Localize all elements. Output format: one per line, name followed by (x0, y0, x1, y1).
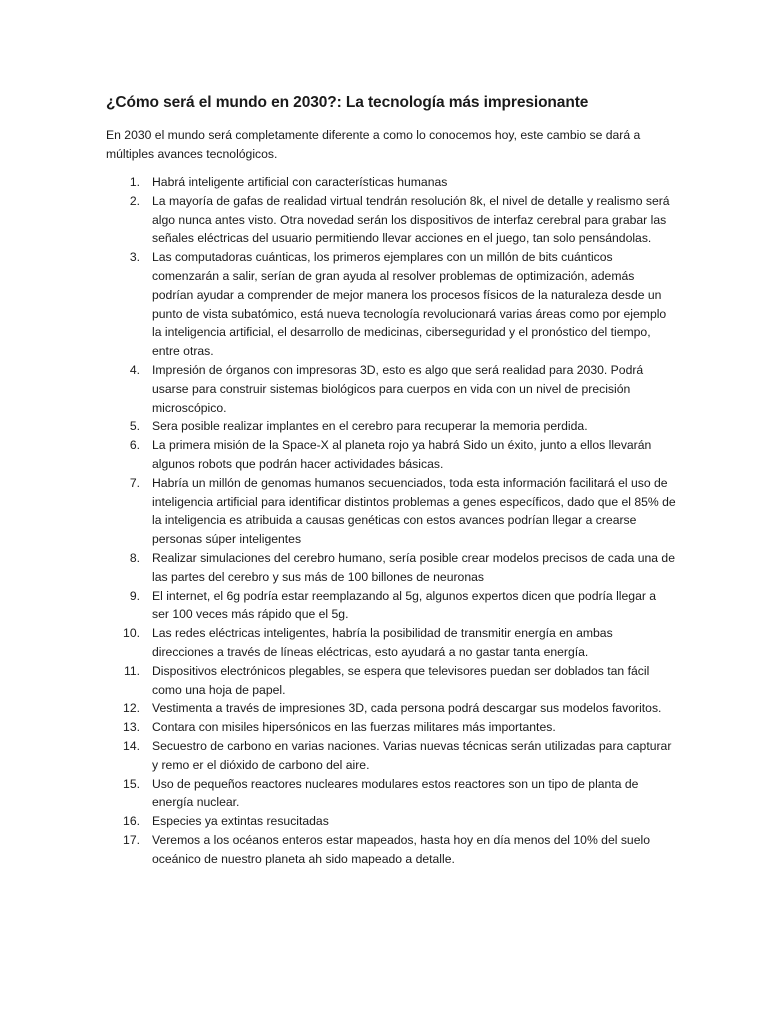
list-item-number: 9. (129, 588, 140, 603)
list-item-text: Habría un millón de genomas humanos secuenciados, toda esta información facilitará el uso de inteligencia artificial para identificar distintos problemas a genes específicos, dado que el 85% de la inteligencia es atribuida a causas genéticas con estos avances podrían llegar a crearse personas súper inteligentes (152, 475, 676, 547)
list-item-text: La mayoría de gafas de realidad virtual tendrán resolución 8k, el nivel de detalle y realismo será algo nunca antes visto. Otra novedad serán los dispositivos de interfaz cerebral para grabar las señales eléctricas del usuario permitiendo llevar acciones en el juego, tan solo pensándolas. (152, 193, 670, 246)
numbered-list (106, 173, 676, 868)
list-item-number: 11. (123, 663, 140, 678)
list-item (106, 831, 676, 869)
list-item-text: Dispositivos electrónicos plegables, se espera que televisores puedan ser doblados tan fácil como una hoja de papel. (152, 663, 650, 697)
list-item-text: Especies ya extintas resucitadas (152, 814, 329, 829)
list-item-number: 17. (123, 832, 140, 847)
list-item (106, 361, 676, 417)
list-item-text: Contara con misiles hipersónicos en las fuerzas militares más importantes. (152, 720, 556, 735)
list-item (106, 812, 676, 831)
list-item-number: 15. (123, 776, 140, 791)
list-item (106, 417, 676, 436)
list-item-number: 6. (129, 438, 140, 453)
list-item-text: Secuestro de carbono en varias naciones. Varias nuevas técnicas serán utilizadas para capturar y remo er el dióxido de carbono del aire. (152, 738, 672, 772)
intro-paragraph: En 2030 el mundo será completamente diferente a como lo conocemos hoy, este cambio se dará a múltiples avances tecnológicos. (106, 128, 641, 161)
list-item-text: Sera posible realizar implantes en el cerebro para recuperar la memoria perdida. (152, 419, 588, 434)
list-item (106, 775, 676, 813)
list-item (106, 436, 676, 474)
list-item-number: 5. (129, 419, 140, 434)
list-item (106, 549, 676, 587)
list-item (106, 248, 676, 361)
list-item-number: 2. (129, 193, 140, 208)
list-item-number: 1. (129, 175, 140, 189)
list-item-number: 14. (123, 738, 140, 753)
list-item (106, 587, 676, 625)
list-item-text: El internet, el 6g podría estar reemplazando al 5g, algunos expertos dicen que podría llegar a ser 100 veces más rápido que el 5g. (152, 588, 657, 622)
document-title: ¿Cómo será el mundo en 2030?: La tecnología más impresionante (106, 94, 589, 111)
list-item (106, 624, 676, 662)
list-item (106, 737, 676, 775)
list-item-text: Realizar simulaciones del cerebro humano, sería posible crear modelos precisos de cada una de las partes del cerebro y sus más de 100 billones de neuronas (152, 550, 675, 584)
list-item (106, 192, 676, 248)
list-item-text: Habrá inteligente artificial con características humanas (152, 175, 448, 189)
list-item-number: 12. (123, 701, 140, 716)
list-item-number: 13. (123, 720, 140, 735)
list-item (106, 662, 676, 700)
list-item-number: 4. (129, 362, 140, 377)
list-item-text: Las redes eléctricas inteligentes, habría la posibilidad de transmitir energía en ambas direcciones a través de líneas eléctricas, esto ayudará a no gastar tanta energía. (152, 626, 613, 659)
list-item-text: Uso de pequeños reactores nucleares modulares estos reactores son un tipo de planta de energía nuclear. (152, 776, 639, 810)
list-item-number: 8. (129, 550, 140, 565)
list-item-text: Veremos a los océanos enteros estar mapeados, hasta hoy en día menos del 10% del suelo oceánico de nuestro planeta ah sido mapeado a detalle. (152, 832, 650, 866)
list-item (106, 173, 676, 192)
list-item-text: Vestimenta a través de impresiones 3D, cada persona podrá descargar sus modelos favoritos. (152, 701, 662, 716)
list-item-text: Las computadoras cuánticas, los primeros ejemplares con un millón de bits cuánticos comenzarán a salir, serían de gran ayuda al resolver problemas de optimización, además podrían ayudar a comprender de mejor manera los procesos físicos de la naturaleza desde un punto de vista subatómico, está nueva tecnología revolucionará varias áreas como por ejemplo la inteligencia artificial, el desarrollo de medicinas, ciberseguridad y el pronóstico del tiempo, entre otras. (152, 250, 667, 359)
list-item-number: 10. (123, 626, 140, 641)
list-item-number: 16. (123, 814, 140, 829)
list-item-number: 7. (129, 475, 140, 490)
list-item (106, 699, 676, 718)
list-item-number: 3. (129, 250, 140, 265)
list-item (106, 474, 676, 549)
list-item-text: La primera misión de la Space-X al planeta rojo ya habrá Sido un éxito, junto a ellos llevarán algunos robots que podrán hacer actividades básicas. (152, 438, 652, 471)
list-item-text: Impresión de órganos con impresoras 3D, esto es algo que será realidad para 2030. Podrá usarse para construir sistemas biológicos para cuerpos en vida con un nivel de precisión microscópico. (152, 362, 644, 415)
list-item (106, 718, 676, 737)
